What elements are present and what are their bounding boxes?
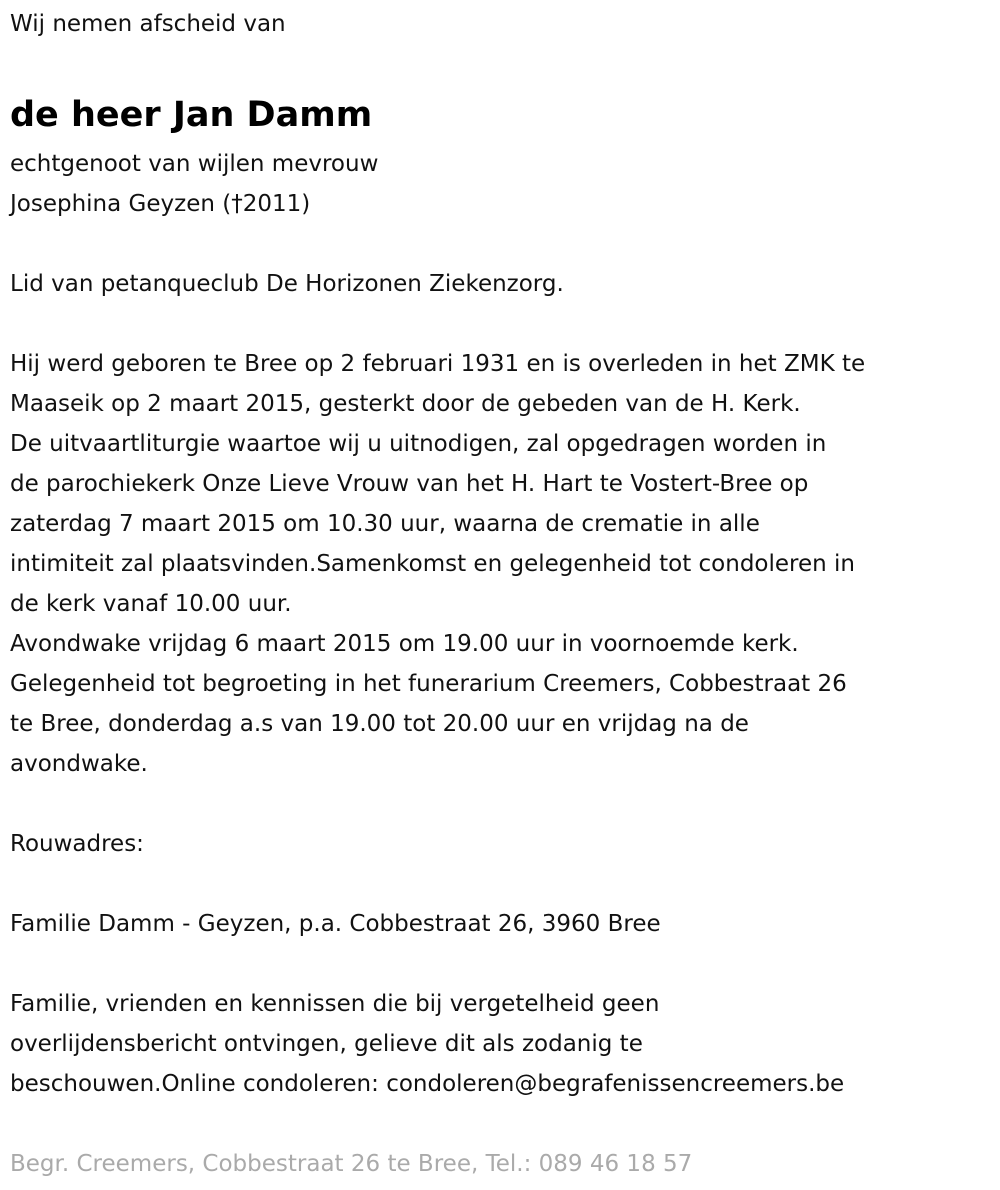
- closing-line: beschouwen.Online condoleren: condoleren@begrafenissencreemers.be: [10, 1071, 845, 1097]
- membership-text: Lid van petanqueclub De Horizonen Ziekenzorg.: [10, 271, 564, 297]
- deceased-name: de heer Jan Damm: [10, 95, 373, 135]
- closing-line: Familie, vrienden en kennissen die bij vergetelheid geen: [10, 991, 660, 1017]
- body-line: avondwake.: [10, 751, 148, 777]
- body-line: De uitvaartliturgie waartoe wij u uitnodigen, zal opgedragen worden in: [10, 431, 827, 457]
- body-line: zaterdag 7 maart 2015 om 10.30 uur, waarna de crematie in alle: [10, 511, 760, 537]
- closing-line: overlijdensbericht ontvingen, gelieve dit als zodanig te: [10, 1031, 643, 1057]
- spouse-line: echtgenoot van wijlen mevrouw: [10, 151, 379, 177]
- body-line: de kerk vanaf 10.00 uur.: [10, 591, 292, 617]
- body-line: Avondwake vrijdag 6 maart 2015 om 19.00 uur in voornoemde kerk.: [10, 631, 799, 657]
- intro-text: Wij nemen afscheid van: [10, 11, 286, 37]
- body-line: Maaseik op 2 maart 2015, gesterkt door de gebeden van de H. Kerk.: [10, 391, 801, 417]
- body-line: de parochiekerk Onze Lieve Vrouw van het H. Hart te Vostert-Bree op: [10, 471, 809, 497]
- body-line: te Bree, donderdag a.s van 19.00 tot 20.00 uur en vrijdag na de: [10, 711, 749, 737]
- address-label: Rouwadres:: [10, 831, 144, 857]
- spouse-line: Josephina Geyzen (†2011): [10, 191, 311, 217]
- body-line: Gelegenheid tot begroeting in het funerarium Creemers, Cobbestraat 26: [10, 671, 847, 697]
- body-line: Hij werd geboren te Bree op 2 februari 1931 en is overleden in het ZMK te: [10, 351, 866, 377]
- closing-text: [10, 984, 995, 1104]
- body-line: intimiteit zal plaatsvinden.Samenkomst en gelegenheid tot condoleren in: [10, 551, 856, 577]
- notice-body: [10, 344, 995, 784]
- funeral-home-footer: Begr. Creemers, Cobbestraat 26 te Bree, Tel.: 089 46 18 57: [10, 1151, 693, 1177]
- death-notice: [10, 4, 995, 1184]
- mourning-address: Familie Damm - Geyzen, p.a. Cobbestraat 26, 3960 Bree: [10, 911, 661, 937]
